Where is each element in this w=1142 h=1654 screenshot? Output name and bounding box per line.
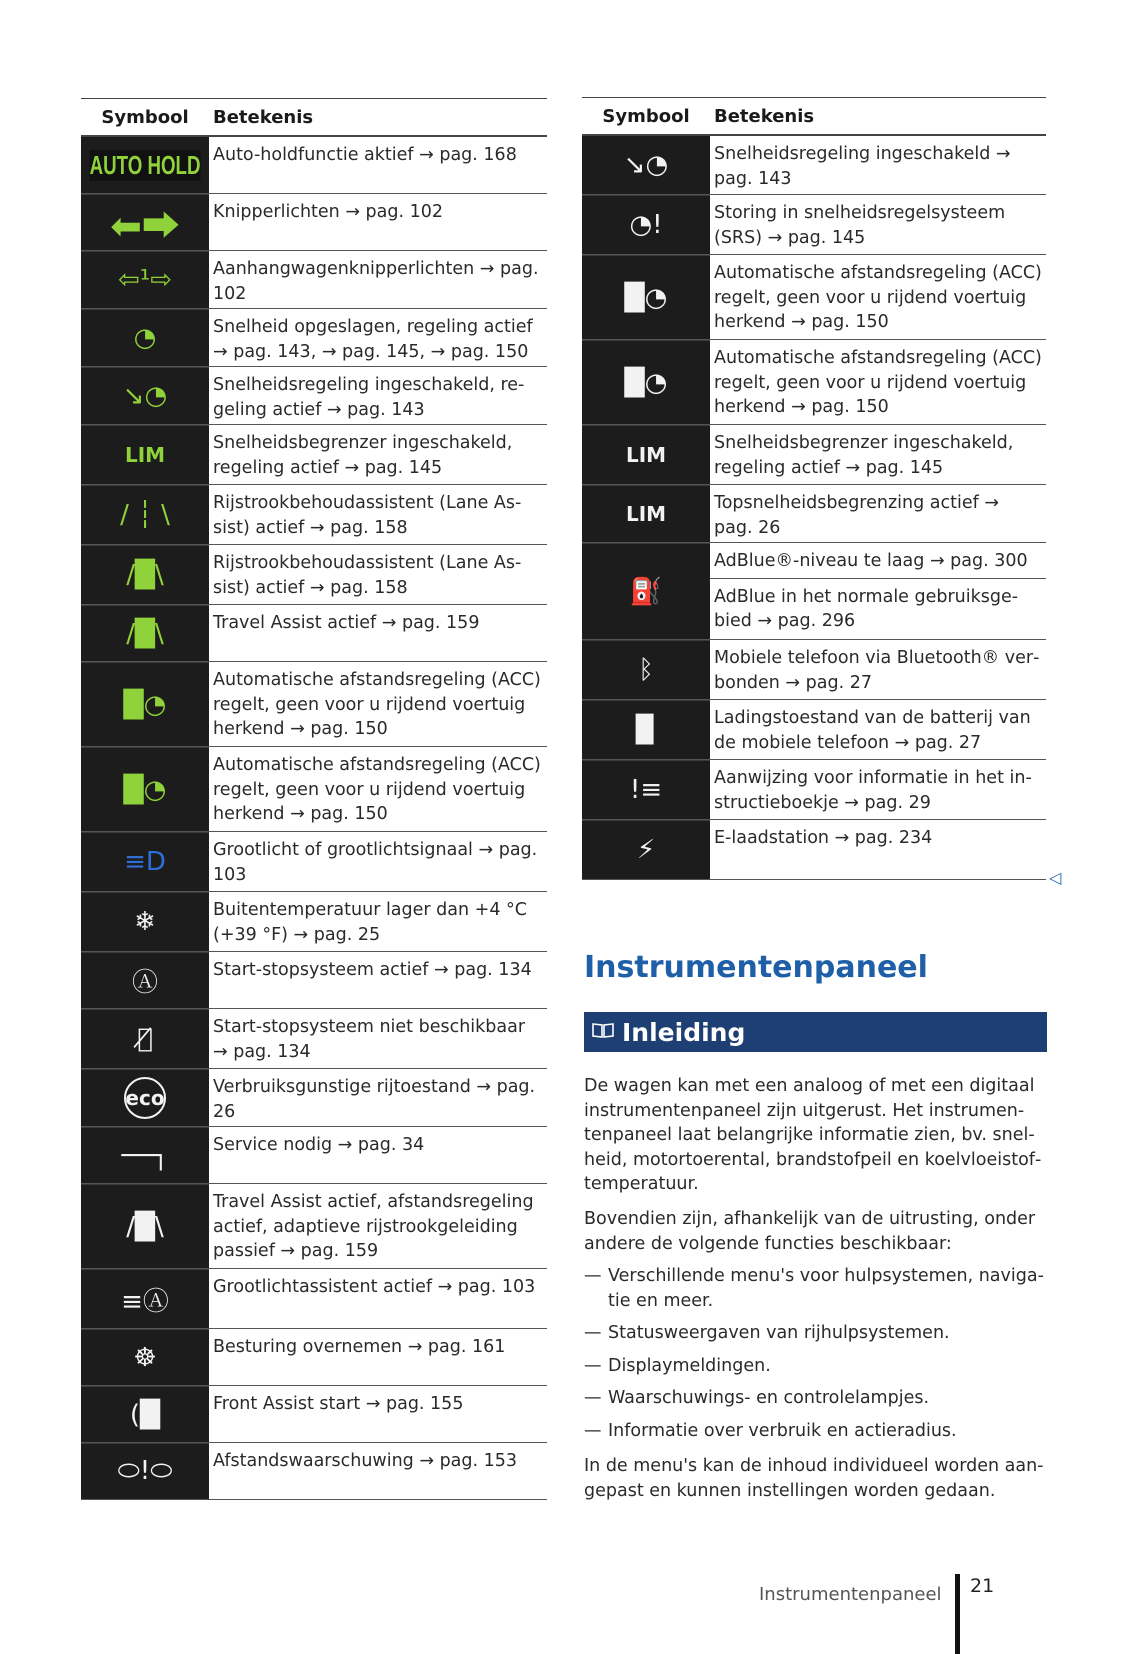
table-row — [582, 543, 1046, 640]
cruise-control-icon: ↘◔ — [623, 150, 669, 180]
meaning-text: AdBlue in het normale gebruiksgebied → pag. 296 — [710, 578, 1046, 638]
functions-paragraph: Bovendien zijn, afhankelijk van de uitrusting, onder andere de volgende functies beschikbaar: — [584, 1209, 1036, 1254]
symbol-cell — [81, 367, 209, 424]
symbol-cell — [81, 1386, 209, 1442]
manual-book-icon: !≡ — [629, 775, 663, 805]
symbol-cell — [81, 892, 209, 951]
symbol-cell — [81, 1443, 209, 1499]
meaning-text: Start-stopsysteem niet beschikbaar → pag. 134 — [213, 1017, 526, 1062]
table-row — [81, 1127, 547, 1184]
table-row — [81, 367, 547, 425]
table-row — [582, 255, 1046, 340]
meaning-text: Rijstrookbehoudassistent (Lane Assist) actief → pag. 158 — [213, 493, 522, 538]
list-item: — Verschillende menu's voor hulpsystemen, navigatie en meer. — [584, 1264, 1046, 1313]
table-row — [81, 1386, 547, 1443]
meaning-text: Topsnelheidsbegrenzing actief → pag. 26 — [714, 493, 999, 538]
meaning-text: Snelheid opgeslagen, regeling actief → pag. 143, → pag. 145, → pag. 150 — [213, 317, 533, 362]
meaning-text: Travel Assist actief, afstandsregeling actief, adaptieve rijstrookgeleiding passief → pag. 159 — [213, 1192, 534, 1261]
intro-paragraph: De wagen kan met een analoog of met een digitaal instrumentenpaneel zijn uitgerust. Het instrumentenpaneel laat belangrijke informatie zien, bv. snelheid, motortoerental, brandstofpeil en koelvloeistoftemperatuur. — [584, 1076, 1042, 1194]
meaning-text: Travel Assist actief → pag. 159 — [213, 613, 480, 633]
meaning-text: Verbruiksgunstige rijtoestand → pag. 26 — [213, 1077, 536, 1122]
lane-assist-icon: / ┆ \ — [120, 500, 170, 530]
book-icon — [592, 1022, 614, 1043]
meaning-text: Besturing overnemen → pag. 161 — [213, 1337, 506, 1357]
table-header — [81, 98, 547, 137]
meaning-text: Automatische afstandsregeling (ACC) regelt, geen voor u rijdend voertuig herkend → pag. 150 — [213, 670, 541, 739]
meaning-text: Knipperlichten → pag. 102 — [213, 202, 444, 222]
table-row — [81, 952, 547, 1009]
footer-divider — [955, 1574, 960, 1654]
table-row — [582, 760, 1046, 820]
table-row — [81, 1443, 547, 1500]
symbol-cell — [81, 485, 209, 544]
menu-paragraph: In de menu's kan de inhoud individueel worden aangepast en kunnen instellingen worden gedaan. — [584, 1456, 1044, 1501]
meaning-text: Mobiele telefoon via Bluetooth® verbonden → pag. 27 — [714, 648, 1040, 693]
speedometer-icon: ◔ — [133, 323, 157, 353]
high-beam-icon: ≡D — [124, 847, 166, 877]
continue-icon: ◁ — [1049, 868, 1062, 887]
table-row — [81, 662, 547, 747]
table-row — [81, 1184, 547, 1269]
symbol-cell — [582, 195, 710, 254]
auto-hold-icon: AUTO HOLD — [89, 149, 201, 180]
meaning-text: Automatische afstandsregeling (ACC) regelt, geen voor u rijdend voertuig herkend → pag. 150 — [213, 755, 541, 824]
symbol-cell — [582, 485, 710, 542]
symbol-cell — [81, 662, 209, 746]
header-symbol: Symbool — [101, 106, 189, 128]
acc-car-icon: █◔ — [123, 689, 167, 720]
front-assist-icon: (█ — [129, 1399, 161, 1430]
header-meaning: Betekenis — [714, 105, 815, 127]
meaning-text: Auto-holdfunctie aktief → pag. 168 — [213, 145, 517, 165]
travel-assist-icon: /█\ — [126, 618, 164, 649]
symbol-cell — [81, 605, 209, 661]
start-stop-active-icon: Ⓐ — [131, 968, 158, 998]
list-item: — Displaymeldingen. — [584, 1354, 1046, 1379]
charging-station-icon: ⚡ — [636, 835, 656, 865]
acc-car-vehicle-icon: █◔ — [123, 774, 167, 805]
symbol-cell — [81, 832, 209, 891]
table-row — [81, 1069, 547, 1127]
table-row — [582, 700, 1046, 760]
section-title: Instrumentenpaneel — [584, 950, 928, 985]
symbol-cell — [81, 1009, 209, 1068]
meaning-text: Automatische afstandsregeling (ACC) regelt, geen voor u rijdend voertuig herkend → pag. 150 — [714, 263, 1042, 332]
eco-icon: eco — [124, 1077, 166, 1119]
symbol-cell — [81, 747, 209, 831]
speed-limiter-lim-icon: LIM — [124, 443, 166, 467]
symbol-cell — [582, 760, 710, 819]
meaning-text: Automatische afstandsregeling (ACC) regelt, geen voor u rijdend voertuig herkend → pag. 150 — [714, 348, 1042, 417]
symbol-cell — [81, 1069, 209, 1126]
symbol-cell — [81, 309, 209, 366]
list-item: — Statusweergaven van rijhulpsystemen. — [584, 1321, 1046, 1346]
functions-list — [584, 1264, 1046, 1451]
snowflake-icon: ❄ — [134, 907, 156, 937]
symbol-cell — [81, 1184, 209, 1268]
travel-assist-passive-icon: /█\ — [126, 1211, 164, 1242]
cruise-control-icon: ↘◔ — [122, 381, 168, 411]
table-row — [81, 832, 547, 892]
meaning-text: Grootlichtassistent actief → pag. 103 — [213, 1277, 536, 1297]
table-row — [582, 195, 1046, 255]
meaning-text: Snelheidsregeling ingeschakeld → pag. 143 — [714, 144, 1011, 189]
meaning-text: Storing in snelheidsregelsysteem (SRS) → pag. 145 — [714, 203, 1006, 248]
table-row — [81, 892, 547, 952]
acc-car-vehicle-icon: █◔ — [624, 367, 668, 398]
bluetooth-icon: ᛒ — [638, 655, 654, 685]
cruise-control-fault-icon: ◔! — [629, 210, 663, 240]
subsection-title: Inleiding — [622, 1017, 746, 1047]
distance-warning-icon: ⬭!⬭ — [117, 1456, 173, 1486]
table-row — [81, 309, 547, 367]
symbol-cell — [81, 137, 209, 193]
symbol-cell — [582, 700, 710, 759]
high-beam-assist-icon: ≡Ⓐ — [121, 1286, 169, 1317]
meaning-text: Start-stopsysteem actief → pag. 134 — [213, 960, 532, 980]
table-row — [81, 194, 547, 251]
phone-battery-icon: ▉ — [636, 715, 656, 745]
meaning-text: Service nodig → pag. 34 — [213, 1135, 425, 1155]
meaning-text: Aanwijzing voor informatie in het instructieboekje → pag. 29 — [714, 768, 1032, 813]
meaning-text: Snelheidsbegrenzer ingeschakeld, regeling actief → pag. 145 — [213, 433, 513, 478]
symbol-cell — [582, 340, 710, 424]
symbol-cell — [582, 640, 710, 699]
meaning-text: Buitentemperatuur lager dan +4 °C (+39 °F) → pag. 25 — [213, 900, 527, 945]
meaning-text: Grootlicht of grootlichtsignaal → pag. 103 — [213, 840, 538, 885]
meaning-text: Snelheidsbegrenzer ingeschakeld, regeling actief → pag. 145 — [714, 433, 1014, 478]
adblue-nozzle-icon: ⛽ — [629, 576, 663, 607]
symbol-cell — [81, 425, 209, 484]
symbol-cell — [582, 543, 710, 639]
symbol-cell — [81, 1269, 209, 1328]
table-row — [582, 820, 1046, 880]
table-row — [81, 485, 547, 545]
speed-limiter-lim-icon: LIM — [625, 443, 667, 467]
footer-chapter-label: Instrumentenpaneel — [759, 1584, 942, 1605]
right-symbol-table — [582, 97, 1046, 880]
table-row — [582, 425, 1046, 485]
lane-assist-car-icon: /█\ — [126, 560, 164, 590]
table-row — [81, 747, 547, 832]
table-row — [81, 137, 547, 194]
meaning-text: Afstandswaarschuwing → pag. 153 — [213, 1451, 518, 1471]
symbol-cell — [81, 952, 209, 1008]
list-item: — Waarschuwings- en controlelampjes. — [584, 1386, 1046, 1411]
trailer-turn-signal-icon: ⇦¹⇨ — [118, 265, 172, 295]
symbol-cell — [582, 255, 710, 339]
meaning-text: Front Assist start → pag. 155 — [213, 1394, 464, 1414]
subsection-header — [584, 1012, 1047, 1052]
header-symbol: Symbool — [602, 105, 690, 127]
table-row — [582, 485, 1046, 543]
symbol-cell — [81, 545, 209, 604]
meaning-text: Rijstrookbehoudassistent (Lane Assist) actief → pag. 158 — [213, 553, 522, 598]
meaning-text: AdBlue®-niveau te laag → pag. 300 — [714, 551, 1028, 571]
table-row — [582, 640, 1046, 700]
symbol-cell — [582, 820, 710, 879]
list-item: — Informatie over verbruik en actieradius. — [584, 1419, 1046, 1444]
table-row — [81, 251, 547, 309]
table-row — [81, 1269, 547, 1329]
symbol-cell — [81, 194, 209, 250]
table-row — [582, 136, 1046, 195]
left-symbol-table — [81, 98, 547, 1500]
table-row — [81, 605, 547, 662]
symbol-cell — [81, 1127, 209, 1183]
symbol-cell — [81, 251, 209, 308]
symbol-cell — [582, 425, 710, 484]
turn-signal-arrows-icon: ⬅⮕ — [110, 204, 180, 248]
page-number: 21 — [970, 1575, 995, 1597]
start-stop-unavailable-icon: Ⓐ̸ — [137, 1024, 153, 1054]
meaning-text: Snelheidsregeling ingeschakeld, regeling actief → pag. 143 — [213, 375, 525, 420]
take-over-steering-icon: ☸ — [133, 1342, 157, 1373]
wrench-icon: ──┐ — [121, 1140, 169, 1171]
table-row — [81, 545, 547, 605]
acc-car-icon: █◔ — [624, 282, 668, 313]
top-speed-limit-icon: LIM — [625, 502, 667, 526]
meaning-text: Ladingstoestand van de batterij van de mobiele telefoon → pag. 27 — [714, 708, 1031, 753]
table-row — [81, 1009, 547, 1069]
header-meaning: Betekenis — [213, 106, 314, 128]
table-header — [582, 97, 1046, 136]
table-row — [582, 340, 1046, 425]
symbol-cell — [582, 136, 710, 194]
table-row — [81, 1329, 547, 1386]
table-row — [81, 425, 547, 485]
meaning-text: Aanhangwagenknipperlichten → pag. 102 — [213, 259, 539, 304]
meaning-text: E-laadstation → pag. 234 — [714, 828, 933, 848]
symbol-cell — [81, 1329, 209, 1385]
